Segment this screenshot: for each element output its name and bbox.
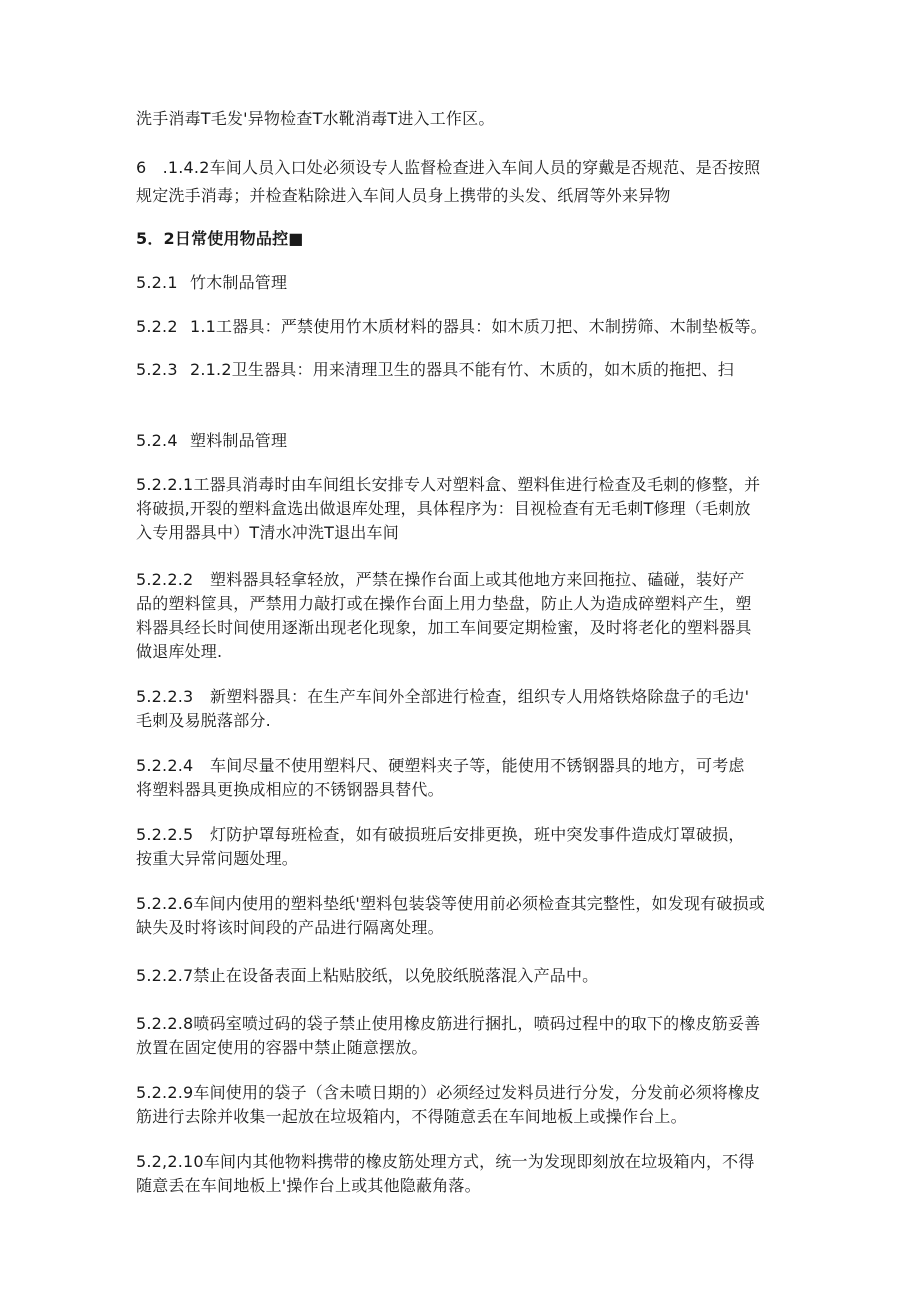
paragraph-line: 5.2.2.7禁止在设备表面上粘贴胶纸，以免胶纸脱落混入产品中。 — [136, 966, 599, 985]
paragraph-line: 毛刺及易脱落部分. — [136, 711, 271, 730]
item-number: 5.2.2.4 — [136, 756, 194, 775]
item-number: 5.2.4 — [136, 431, 178, 450]
item-text: 1.1工器具：严禁使用竹木质材料的器具：如木质刀把、木制捞筛、木制垫板等。 — [190, 317, 767, 336]
paragraph-line: 6 .1.4.2车间人员入口处必须设专人监督检查进入车间人员的穿戴是否规范、是否按照 — [136, 158, 761, 177]
paragraph-line: 入专用器具中）T清水冲洗T退出车间 — [136, 523, 399, 542]
subsection-line — [136, 824, 796, 846]
paragraph-line: 品的塑料筐具，严禁用力敲打或在操作台面上用力垫盘，防止人为造成碎塑料产生，塑 — [136, 594, 752, 613]
item-text: 新塑料器具：在生产车间外全部进行检查，组织专人用烙铁烙除盘子的毛边' — [210, 687, 750, 706]
paragraph-line: 筋进行去除并收集一起放在垃圾箱内，不得随意丢在车间地板上或操作台上。 — [136, 1107, 687, 1126]
subsection-line — [136, 272, 796, 294]
item-text: 2.1.2卫生器具：用来清理卫生的器具不能有竹、木质的，如木质的拖把、扫 — [190, 360, 734, 379]
item-number: 5.2.2.5 — [136, 825, 194, 844]
subsection-line — [136, 316, 796, 338]
subsection-line — [136, 430, 796, 452]
subsection-line — [136, 569, 796, 591]
paragraph-line: 料器具经长时间使用逐渐出现老化现象，加工车间要定期检蜜，及时将老化的塑料器具 — [136, 618, 752, 637]
item-number: 5.2.2.2 — [136, 570, 194, 589]
paragraph-line: 5.2,2.10车间内其他物料携带的橡皮筋处理方式，统一为发现即刻放在垃圾箱内，不得 — [136, 1152, 755, 1171]
paragraph-line: 规定洗手消毒；并检查粘除进入车间人员身上携带的头发、纸屑等外来异物 — [136, 186, 671, 205]
subsection-line — [136, 686, 796, 708]
item-text: 塑料制品管理 — [190, 431, 288, 450]
paragraph-line: 随意丢在车间地板上'操作台上或其他隐蔽角落。 — [136, 1176, 481, 1195]
paragraph-line: 5.2.2.1工器具消毒时由车间组长安排专人对塑料盒、塑料隹进行检查及毛刺的修整，并 — [136, 475, 761, 494]
item-text: 塑料器具轻拿轻放，严禁在操作台面上或其他地方来回拖拉、磕碰，装好产 — [210, 570, 745, 589]
paragraph-line: 将塑料器具更换成相应的不锈钢器具替代。 — [136, 780, 444, 799]
item-text: 灯防护罩每班检查，如有破损班后安排更换，班中突发事件造成灯罩破损， — [210, 825, 745, 844]
paragraph-line: 按重大异常问题处理。 — [136, 849, 299, 868]
paragraph-line: 缺失及时将该时间段的产品进行隔离处理。 — [136, 918, 444, 937]
section-heading: 5．2日常使用物品控■ — [136, 229, 304, 248]
item-number: 5.2.2 — [136, 317, 178, 336]
paragraph-line: 5.2.2.9车间使用的袋子（含未喷日期的）必须经过发料员进行分发，分发前必须将橡皮 — [136, 1083, 761, 1102]
subsection-line — [136, 755, 796, 777]
item-text: 竹木制品管理 — [190, 273, 288, 292]
item-text: 车间尽量不使用塑料尺、硬塑料夹子等，能使用不锈钢器具的地方，可考虑 — [210, 756, 745, 775]
paragraph-line: 5.2.2.6车间内使用的塑料垫纸'塑料包装袋等使用前必须检查其完整性，如发现有破损或 — [136, 894, 765, 913]
item-number: 5.2.1 — [136, 273, 178, 292]
item-number: 5.2.3 — [136, 360, 178, 379]
subsection-line — [136, 359, 796, 381]
item-number: 5.2.2.3 — [136, 687, 194, 706]
paragraph-line: 放置在固定使用的容器中禁止随意摆放。 — [136, 1038, 428, 1057]
paragraph-line: 将破损,开裂的塑料盒选出做退库处理，具体程序为：目视检查有无毛刺T修理（毛刺放 — [136, 499, 751, 518]
paragraph-line: 洗手消毒T毛发'异物检查T水靴消毒T进入工作区。 — [136, 109, 495, 128]
paragraph-line: 做退库处理. — [136, 642, 223, 661]
paragraph-line: 5.2.2.8喷码室喷过码的袋子禁止使用橡皮筋进行捆扎，喷码过程中的取下的橡皮筋妥善 — [136, 1014, 761, 1033]
